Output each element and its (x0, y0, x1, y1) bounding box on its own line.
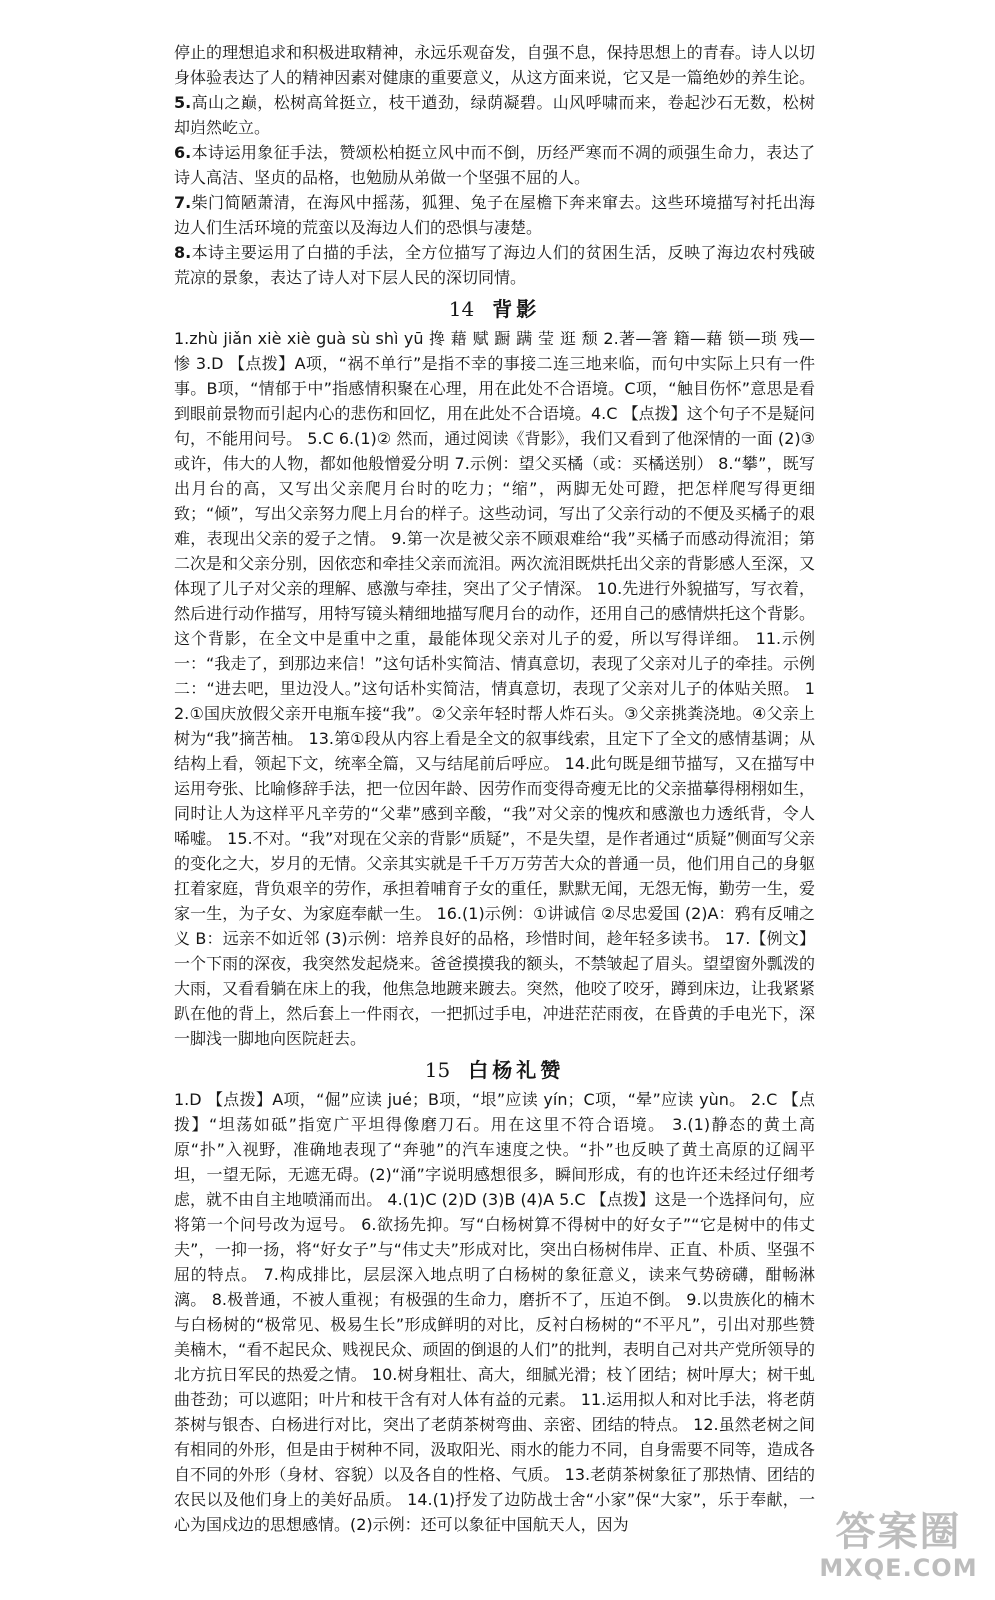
answer-text: 柴门简陋萧清，在海风中摇荡，狐狸、兔子在屋檐下奔来窜去。这些环境描写衬托出海边人们生活环境的荒蛮以及海边人们的恐惧与凄楚。 (174, 193, 815, 237)
top-answers (174, 40, 815, 290)
section-heading-14 (174, 294, 815, 324)
answer-text: 1.zhù jiǎn xiè xiè guà sù shì yū 搀 藉 赋 蹰 蹒 莹 逛 颓 2.著—箸 籍—藉 锁—琐 残—惨 3.D 【点拨】A项，“祸不单行”是指不幸的事接二连三地来临，而句中实际上只有一件事。B项，“情郁于中”指感情积聚在心理，用在此处不合语境。C项，“触目伤怀”意思是看到眼前景物而引起内心的悲伤和回忆，用在此处不合语境。4.C 【点拨】这个句子不是疑问句，不能用问号。 5.C 6.(1)② 然而，通过阅读《背影》，我们又看到了他深情的一面 (2)③ 或许，伟大的人物，都如他般憎爱分明 7.示例：望父买橘（或：买橘送别） 8.“攀”，既写出月台的高，又写出父亲爬月台时的吃力；“缩”，两脚无处可蹬，把怎样爬写得更细致；“倾”，写出父亲努力爬上月台的样子。这些动词，写出了父亲行动的不便及买橘子的艰难，表现出父亲的爱子之情。 9.第一次是被父亲不顾艰难给“我”买橘子而感动得流泪；第二次是和父亲分别，因依恋和牵挂父亲而流泪。两次流泪既烘托出父亲的背影感人至深，又体现了儿子对父亲的理解、感激与牵挂，突出了父子情深。 10.先进行外貌描写，写衣着，然后进行动作描写，用特写镜头精细地描写爬月台的动作，还用自己的感情烘托这个背影。 这个背影，在全文中是重中之重，最能体现父亲对儿子的爱，所以写得详细。 11.示例一：“我走了，到那边来信！”这句话朴实简洁、情真意切，表现了父亲对儿子的牵挂。示例二：“进去吧，里边没人。”这句话朴实简洁，情真意切，表现了父亲对儿子的体贴关照。 12.①国庆放假父亲开电瓶车接“我”。②父亲年轻时帮人炸石头。③父亲挑粪浇地。④父亲上树为“我”摘苦柚。 13.第①段从内容上看是全文的叙事线索，且定下了全文的感情基调；从结构上看，领起下文，统率全篇，又与结尾前后呼应。 14.此句既是细节描写，又在描写中运用夸张、比喻修辞手法，把一位因年龄、因劳作而变得奇瘦无比的父亲描摹得栩栩如生，同时让人为这样平凡辛劳的“父辈”感到辛酸，“我”对父亲的愧疚和感激也力透纸背，令人唏嘘。 15.不对。“我”对现在父亲的背影“质疑”，不是失望，是作者通过“质疑”侧面写父亲的变化之大，岁月的无情。父亲其实就是千千万万劳苦大众的普通一员，他们用自己的身躯扛着家庭，背负艰辛的劳作，承担着哺育子女的重任，默默无闻，无怨无悔，勤劳一生，爱家一生，为子女、为家庭奉献一生。 16.(1)示例：①讲诚信 ②尽忠爱国 (2)A：鸦有反哺之义 B：远亲不如近邻 (3)示例：培养良好的品格，珍惜时间，趁年轻多读书。 17.【例文】 (174, 329, 815, 948)
answer-text: 1.D 【点拨】A项，“倔”应读 jué；B项，“垠”应读 yín；C项，“晕”应读 yùn。 2.C 【点拨】“坦荡如砥”指宽广平坦得像磨刀石。用在这里不符合语境。 3.(1)静态的黄土高原“扑”入视野，准确地表现了“奔驰”的汽车速度之快。“扑”也反映了黄土高原的辽阔平坦，一望无际，无遮无碍。(2)“涌”字说明感想很多，瞬间形成，有的也许还未经过仔细考虑，就不由自主地喷涌而出。 4.(1)C (2)D (3)B (4)A 5.C 【点拨】这是一个选择问句，应将第一个问号改为逗号。 6.欲扬先抑。写“白杨树算不得树中的好女子”“它是树中的伟丈夫”，一抑一扬，将“好女子”与“伟丈夫”形成对比，突出白杨树伟岸、正直、朴质、坚强不屈的特点。 7.构成排比，层层深入地点明了白杨树的象征意义，读来气势磅礴，酣畅淋漓。 8.极普通，不被人重视；有极强的生命力，磨折不了，压迫不倒。 9.以贵族化的楠木与白杨树的“极常见、极易生长”形成鲜明的对比，反衬白杨树的“不平凡”，引出对那些赞美楠木，“看不起民众、贱视民众、顽固的倒退的人们”的批判，表明自己对共产党所领导的北方抗日军民的热爱之情。 10.树身粗壮、高大，细腻光滑；枝丫团结；树叶厚大；树干虬曲苍劲；可以遮阳；叶片和枝干含有对人体有益的元素。 11.运用拟人和对比手法，将老荫茶树与银杏、白杨进行对比，突出了老荫茶树弯曲、亲密、团结的特点。 12.虽然老树之间有相同的外形，但是由于树种不同，汲取阳光、雨水的能力不同，自身需要不同等，造成各自不同的外形（身材、容貌）以及各自的性格、气质。 13.老荫茶树象征了那热情、团结的农民以及他们身上的美好品质。 14.(1)抒发了边防战士舍“小家”保“大家”，乐于奉献，一心为国戍边的思想感情。(2)示例：还可以象征中国航天人，因为 (174, 1090, 815, 1534)
section-heading-15 (174, 1055, 815, 1085)
answer-number: 5. (174, 93, 192, 112)
answer-text: 停止的理想追求和积极进取精神，永远乐观奋发，自强不息，保持思想上的青春。诗人以切身体验表达了人的精神因素对健康的重要意义，从这方面来说，它又是一篇绝妙的养生论。 (174, 43, 815, 87)
section-number: 14 (448, 297, 475, 321)
section-title: 白杨礼赞 (468, 1058, 565, 1082)
answer-number: 7. (174, 193, 192, 212)
answer-number: 8. (174, 243, 192, 262)
answer-text: 本诗运用象征手法，赞颂松柏挺立风中而不倒，历经严寒而不凋的顽强生命力，表达了诗人高洁、坚贞的品格，也勉励从弟做一个坚强不屈的人。 (174, 143, 815, 187)
section-title: 背影 (492, 297, 541, 321)
answer-text: 高山之巅，松树高耸挺立，枝干遒劲，绿荫凝碧。山风呼啸而来，卷起沙石无数，松树却岿然屹立。 (174, 93, 815, 137)
site-watermark (816, 1510, 981, 1590)
answer-number: 6. (174, 143, 192, 162)
example-essay: 一个下雨的深夜，我突然发起烧来。爸爸摸摸我的额头，不禁皱起了眉头。望望窗外瓢泼的大雨，又看看躺在床上的我，他焦急地踱来踱去。突然，他咬了咬牙，蹲到床边，让我紧紧趴在他的背上，然后套上一件雨衣，一把抓过手电，冲进茫茫雨夜，在昏黄的手电光下，深一脚浅一脚地向医院赶去。 (174, 954, 815, 1048)
section-number: 15 (424, 1058, 451, 1082)
section-15-answers (174, 1087, 815, 1537)
answer-text: 本诗主要运用了白描的手法，全方位描写了海边人们的贫困生活，反映了海边农村残破荒凉的景象，表达了诗人对下层人民的深切同情。 (174, 243, 815, 287)
watermark-url: MXQE.COM (819, 1554, 978, 1582)
watermark-logo-text: 答案圈 (835, 1509, 962, 1555)
section-14-answers (174, 326, 815, 1051)
